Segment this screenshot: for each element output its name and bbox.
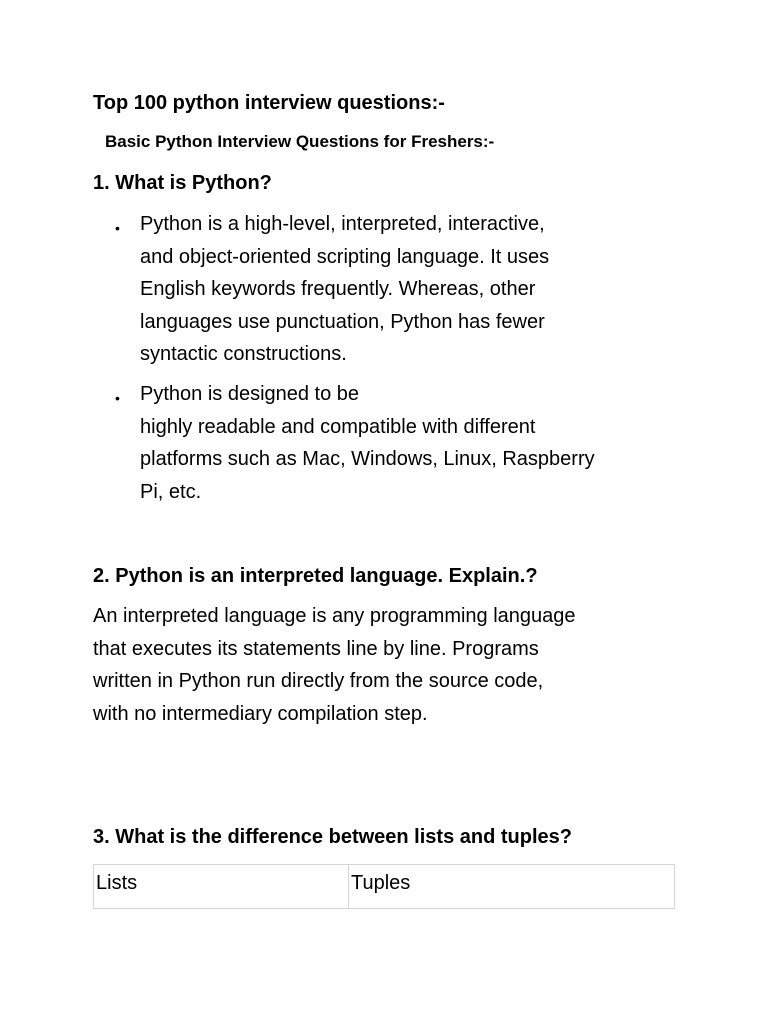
question-1-heading: 1. What is Python? [93,172,272,194]
text-line: and object-oriented scripting language. It uses [140,245,550,268]
question-1-bullet-2 [140,378,595,508]
document-subtitle: Basic Python Interview Questions for Freshers:- [105,132,495,151]
text-line: languages use punctuation, Python has fewer [140,310,545,333]
text-line: syntactic constructions. [140,343,347,365]
text-line: English keywords frequently. Whereas, other [140,278,536,300]
text-line: that executes its statements line by line. Programs [93,637,539,660]
bullet-dot: • [115,390,120,406]
table-header-lists: Lists [94,865,349,908]
bullet-dot: • [115,220,120,236]
text-line: Python is designed to be [140,383,360,405]
text-line: Python is a high-level, interpreted, interactive, [140,213,545,235]
lists-vs-tuples-table [93,864,675,909]
text-line: Pi, etc. [140,480,202,503]
text-line: with no intermediary compilation step. [93,702,428,725]
text-line: platforms such as Mac, Windows, Linux, Raspberry [140,448,595,470]
question-2-heading: 2. Python is an interpreted language. Explain.? [93,565,538,587]
document-title: Top 100 python interview questions:- [93,92,445,114]
table-header-tuples: Tuples [351,872,411,894]
text-line: highly readable and compatible with different [140,415,536,438]
question-2-answer [93,600,576,730]
text-line: written in Python run directly from the source code, [93,670,544,692]
question-1-bullet-1 [140,208,549,371]
question-3-heading: 3. What is the difference between lists and tuples? [93,826,572,848]
text-line: An interpreted language is any programming language [93,605,576,627]
